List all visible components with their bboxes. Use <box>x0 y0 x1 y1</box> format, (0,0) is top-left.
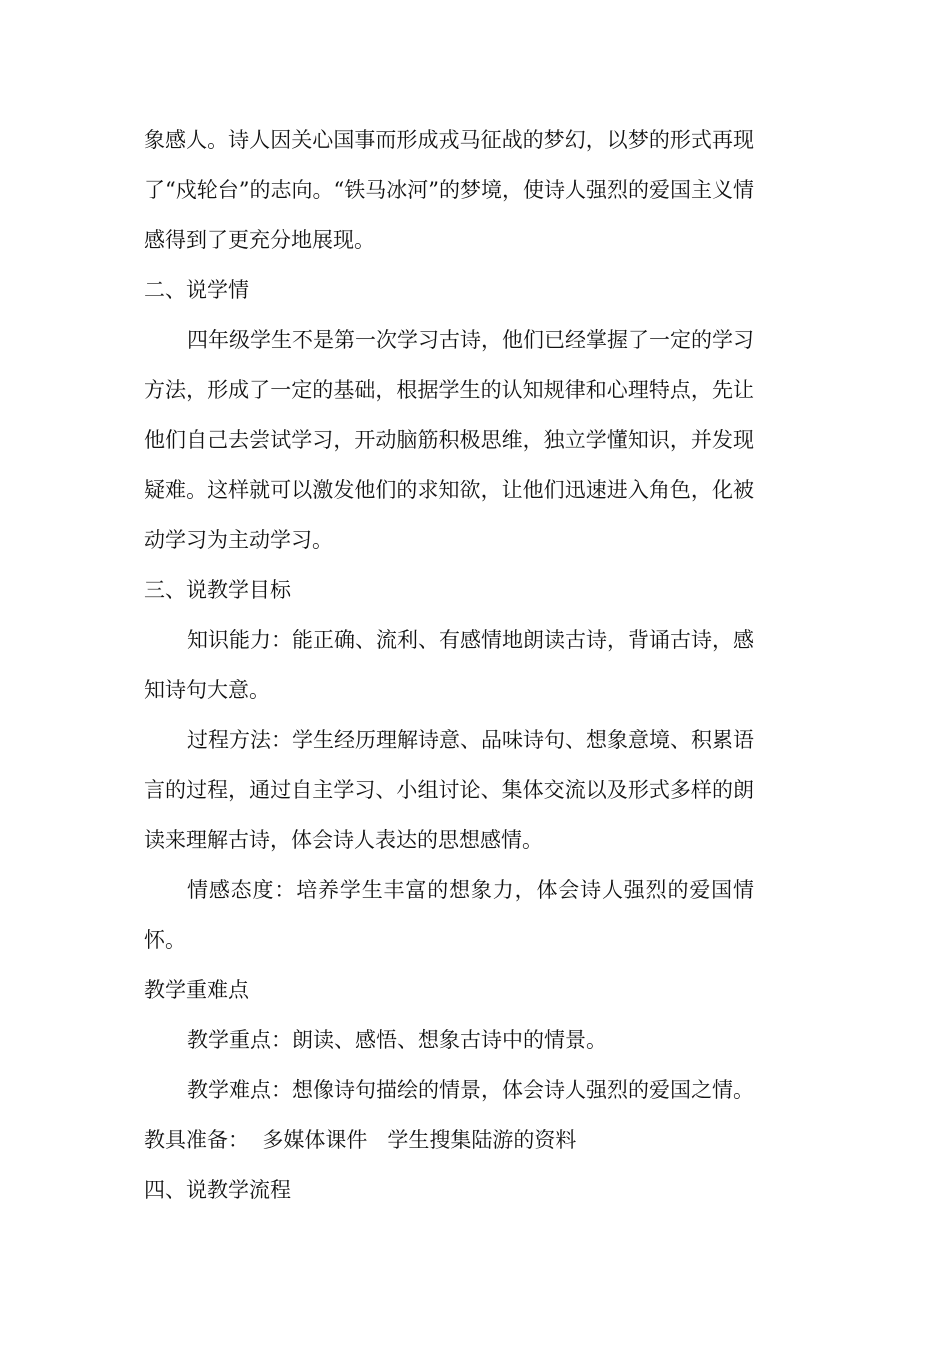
paragraph-difficult-point: 教学难点：想像诗句描绘的情景，体会诗人强烈的爱国之情。 <box>187 1078 754 1102</box>
paragraph-intro-continuation: 象感人。诗人因关心国事而形成戎马征战的梦幻，以梦的形式再现了“戍轮台”的志向。“铁马冰河”的梦境，使诗人强烈的爱国主义情感得到了更充分地展现。 <box>144 128 754 252</box>
paragraph-goal-emotion: 情感态度：培养学生丰富的想象力，体会诗人强烈的爱国情怀。 <box>144 878 754 952</box>
document-body <box>144 115 754 1215</box>
paragraph-teaching-materials: 教具准备： 多媒体课件 学生搜集陆游的资料 <box>144 1128 577 1152</box>
paragraph-key-point: 教学重点：朗读、感悟、想象古诗中的情景。 <box>187 1028 607 1052</box>
section-heading-key-points: 教学重难点 <box>144 978 249 1002</box>
paragraph-goal-knowledge: 知识能力：能正确、流利、有感情地朗读古诗，背诵古诗，感知诗句大意。 <box>144 628 754 702</box>
section-heading-teaching-goals: 三、说教学目标 <box>144 578 291 602</box>
paragraph-learner-analysis: 四年级学生不是第一次学习古诗，他们已经掌握了一定的学习方法，形成了一定的基础，根据学生的认知规律和心理特点，先让他们自己去尝试学习，开动脑筋积极思维，独立学懂知识，并发现疑难。这样就可以激发他们的求知欲，让他们迅速进入角色，化被动学习为主动学习。 <box>144 328 754 552</box>
paragraph-goal-process: 过程方法：学生经历理解诗意、品味诗句、想象意境、积累语言的过程，通过自主学习、小组讨论、集体交流以及形式多样的朗读来理解古诗，体会诗人表达的思想感情。 <box>144 728 754 852</box>
section-heading-teaching-process: 四、说教学流程 <box>144 1178 291 1202</box>
section-heading-learner-analysis: 二、说学情 <box>144 278 249 302</box>
